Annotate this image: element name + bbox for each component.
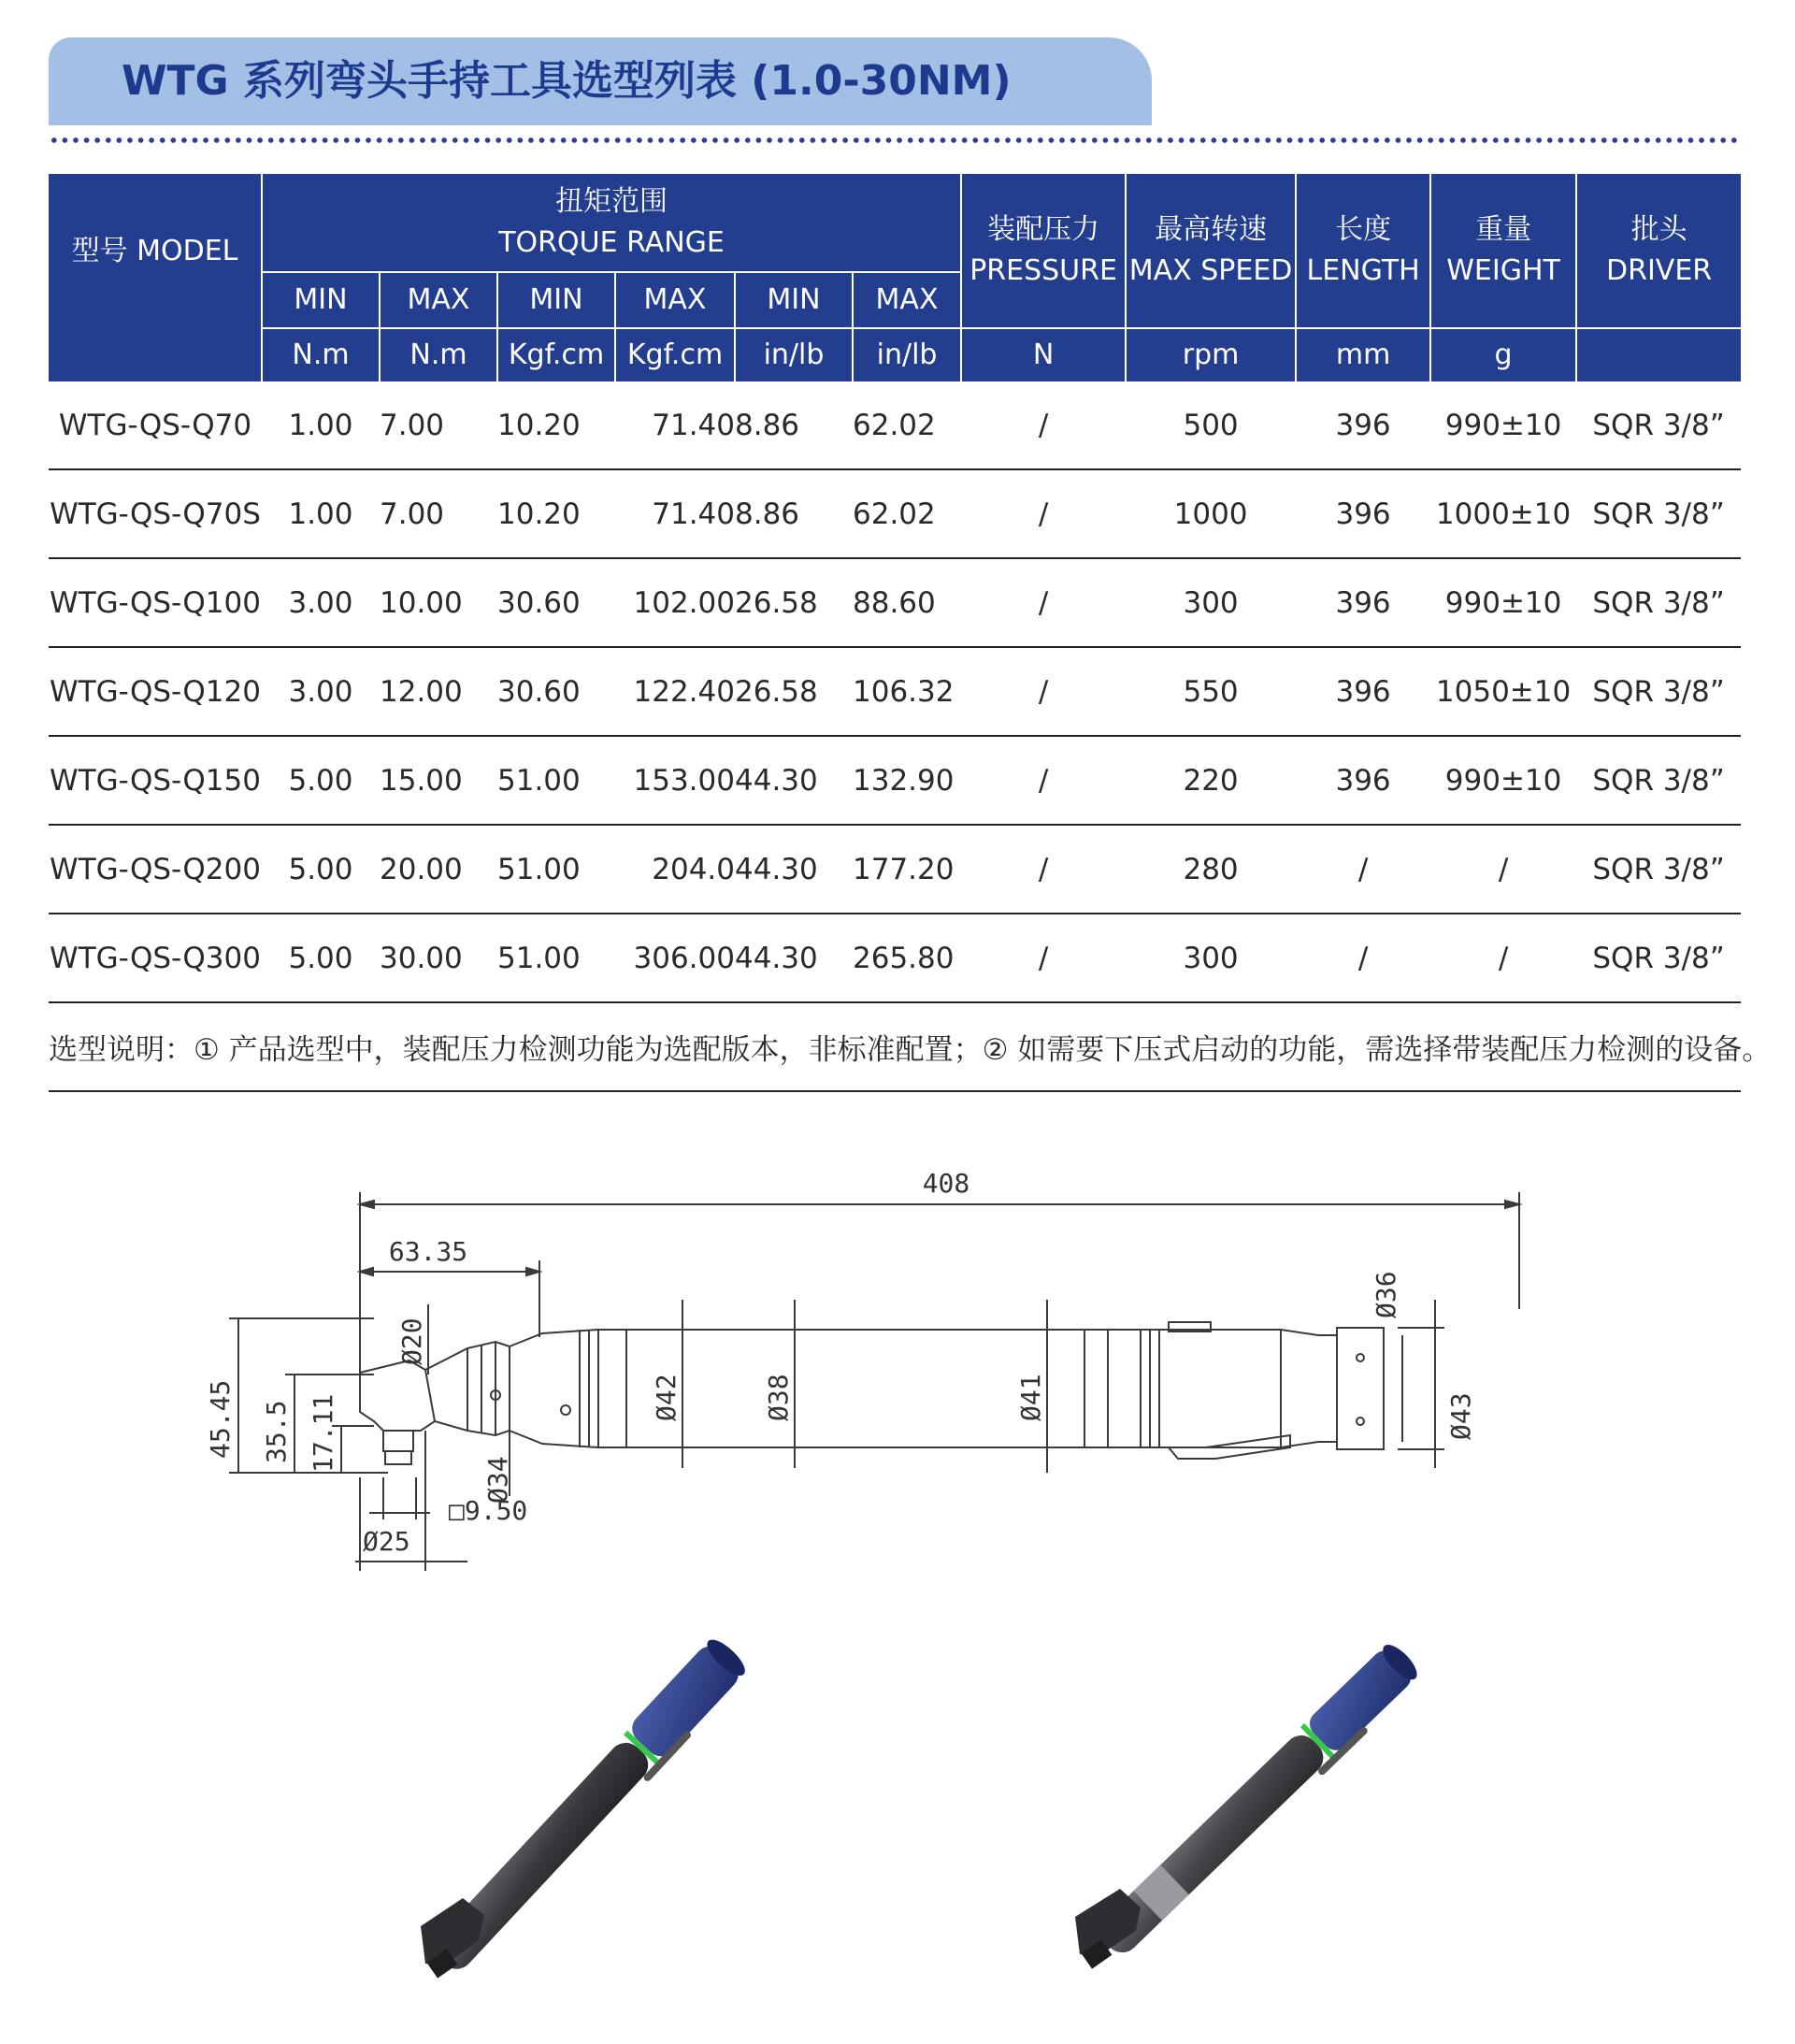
cell-kgf-min: 51.00 [497,825,615,914]
cell-nm-max: 7.00 [380,469,497,558]
cell-pressure: / [961,381,1126,469]
cell-pressure: / [961,469,1126,558]
angle-head-outline [360,1360,435,1431]
cell-length: 396 [1296,381,1430,469]
cell-inlb-max: 88.60 [853,558,961,647]
tool-body-outline [598,1330,1281,1447]
cell-kgf-min: 30.60 [497,647,615,736]
cell-pressure: / [961,736,1126,825]
cell-nm-max: 20.00 [380,825,497,914]
header-row-1 [49,174,1741,272]
header-max: MAX [853,272,961,328]
cell-driver: SQR 3/8” [1576,914,1741,1002]
cell-inlb-min: 26.58 [735,558,853,647]
unit-cell: in/lb [853,328,961,381]
note-row [49,1002,1741,1091]
cell-kgf-min: 10.20 [497,381,615,469]
unit-empty [49,328,262,381]
cell-weight: 990±10 [1430,736,1576,825]
cell-length: / [1296,825,1430,914]
cell-nm-min: 3.00 [262,647,380,736]
unit-cell: rpm [1126,328,1296,381]
dim-label-1711: 17.11 [308,1393,338,1473]
cell-driver: SQR 3/8” [1576,736,1741,825]
tool-render-left [374,1618,804,1992]
cell-weight: / [1430,914,1576,1002]
rear-screw [1357,1418,1364,1425]
header-torque-range: 扭矩范围 TORQUE RANGE [262,174,961,272]
cell-nm-min: 5.00 [262,914,380,1002]
cell-kgf-max: 204.0 [615,825,735,914]
header-max-speed: 最高转速 MAX SPEED [1126,174,1296,328]
cell-model: WTG-QS-Q100 [49,558,262,647]
dim-label-6335: 63.35 [388,1236,468,1267]
cell-speed: 280 [1126,825,1296,914]
header-min: MIN [262,272,380,328]
cell-inlb-max: 62.02 [853,381,961,469]
cell-nm-min: 5.00 [262,736,380,825]
dim-label-4545: 45.45 [205,1379,236,1459]
cell-speed: 500 [1126,381,1296,469]
arrowhead [360,1268,373,1275]
cell-nm-min: 1.00 [262,381,380,469]
header-min: MIN [497,272,615,328]
table-row [49,558,1741,647]
cell-length: 396 [1296,736,1430,825]
cell-weight: 1050±10 [1430,647,1576,736]
dotted-divider [49,137,1741,144]
cell-speed: 220 [1126,736,1296,825]
cell-length: / [1296,914,1430,1002]
cell-model: WTG-QS-Q70S [49,469,262,558]
cell-weight: 990±10 [1430,381,1576,469]
cell-model: WTG-QS-Q200 [49,825,262,914]
tool-render-right [1047,1599,1477,1973]
cell-kgf-min: 30.60 [497,558,615,647]
cell-kgf-max: 102.00 [615,558,735,647]
front-taper-outline [510,1330,598,1447]
cell-inlb-max: 132.90 [853,736,961,825]
cell-driver: SQR 3/8” [1576,558,1741,647]
cell-driver: SQR 3/8” [1576,469,1741,558]
cell-driver: SQR 3/8” [1576,825,1741,914]
cell-kgf-min: 51.00 [497,914,615,1002]
cell-kgf-max: 71.40 [615,381,735,469]
cell-driver: SQR 3/8” [1576,647,1741,736]
rear-taper-outline [1281,1330,1337,1447]
table-row [49,381,1741,469]
cell-pressure: / [961,558,1126,647]
cell-pressure: / [961,825,1126,914]
header-min: MIN [735,272,853,328]
rear-screw [1357,1354,1364,1361]
cell-nm-min: 5.00 [262,825,380,914]
cell-kgf-max: 306.00 [615,914,735,1002]
cell-nm-max: 15.00 [380,736,497,825]
unit-cell: Kgf.cm [615,328,735,381]
cell-kgf-max: 122.40 [615,647,735,736]
cell-inlb-min: 26.58 [735,647,853,736]
dim-label-dia34: Ø34 [482,1456,513,1504]
cell-weight: 1000±10 [1430,469,1576,558]
cell-inlb-max: 177.20 [853,825,961,914]
cell-nm-min: 1.00 [262,469,380,558]
cell-nm-max: 7.00 [380,381,497,469]
header-model: 型号 MODEL [49,174,262,328]
header-driver: 批头 DRIVER [1576,174,1741,328]
rear-cap-outline [1337,1328,1384,1449]
header-max: MAX [615,272,735,328]
arrowhead [526,1268,539,1275]
dimension-drawing [187,1150,1608,1599]
header-weight: 重量 WEIGHT [1430,174,1576,328]
unit-cell: mm [1296,328,1430,381]
cell-model: WTG-QS-Q70 [49,381,262,469]
unit-cell: in/lb [735,328,853,381]
table-row [49,647,1741,736]
cell-kgf-min: 51.00 [497,736,615,825]
cell-nm-min: 3.00 [262,558,380,647]
front-screw [561,1405,570,1415]
cell-inlb-min: 44.30 [735,736,853,825]
cell-kgf-max: 71.40 [615,469,735,558]
header-units-row [49,328,1741,381]
header-max: MAX [380,272,497,328]
cell-speed: 300 [1126,558,1296,647]
cell-inlb-max: 106.32 [853,647,961,736]
dim-label-dia36: Ø36 [1371,1271,1401,1318]
cell-speed: 1000 [1126,469,1296,558]
cell-inlb-max: 62.02 [853,469,961,558]
header-pressure: 装配压力 PRESSURE [961,174,1126,328]
dim-label-dia25: Ø25 [363,1526,410,1557]
cell-weight: 990±10 [1430,558,1576,647]
spec-table [49,174,1772,1092]
cell-model: WTG-QS-Q120 [49,647,262,736]
square-drive [383,1431,413,1451]
table-row [49,825,1741,914]
cell-inlb-min: 8.86 [735,381,853,469]
cell-speed: 550 [1126,647,1296,736]
unit-cell: g [1430,328,1576,381]
cell-speed: 300 [1126,914,1296,1002]
cell-pressure: / [961,647,1126,736]
cell-weight: / [1430,825,1576,914]
unit-cell: N.m [380,328,497,381]
dim-label-dia38: Ø38 [763,1374,794,1421]
arrowhead [360,1201,374,1208]
dim-label-dia41: Ø41 [1015,1374,1046,1421]
cell-length: 396 [1296,647,1430,736]
cell-length: 396 [1296,469,1430,558]
cell-model: WTG-QS-Q300 [49,914,262,1002]
table-row [49,469,1741,558]
selection-note: 选型说明：① 产品选型中，装配压力检测功能为选配版本，非标准配置；② 如需要下压式启动的功能，需选择带装配压力检测的设备。 [49,1002,1741,1091]
unit-cell [1576,328,1741,381]
dim-label-950: □9.50 [449,1495,528,1526]
dim-label-408: 408 [922,1168,970,1199]
cell-nm-max: 30.00 [380,914,497,1002]
header-length: 长度 LENGTH [1296,174,1430,328]
cell-model: WTG-QS-Q150 [49,736,262,825]
dim-label-dia20: Ø20 [396,1317,427,1365]
page-title: WTG 系列弯头手持工具选型列表 (1.0-30NM) [122,57,1012,105]
cell-kgf-max: 153.00 [615,736,735,825]
cell-driver: SQR 3/8” [1576,381,1741,469]
square-drive-tip [385,1451,411,1464]
cell-nm-max: 10.00 [380,558,497,647]
cell-inlb-min: 44.30 [735,914,853,1002]
unit-cell: Kgf.cm [497,328,615,381]
dim-label-dia43: Ø43 [1445,1392,1476,1440]
cell-pressure: / [961,914,1126,1002]
cell-length: 396 [1296,558,1430,647]
dim-label-dia42: Ø42 [651,1374,682,1421]
unit-cell: N [961,328,1126,381]
cell-inlb-min: 8.86 [735,469,853,558]
table-row [49,914,1741,1002]
arrowhead [1505,1201,1519,1208]
cell-inlb-min: 44.30 [735,825,853,914]
dim-label-355: 35.5 [261,1400,292,1463]
unit-cell: N.m [262,328,380,381]
table-row [49,736,1741,825]
cell-inlb-max: 265.80 [853,914,961,1002]
cell-nm-max: 12.00 [380,647,497,736]
cell-kgf-min: 10.20 [497,469,615,558]
